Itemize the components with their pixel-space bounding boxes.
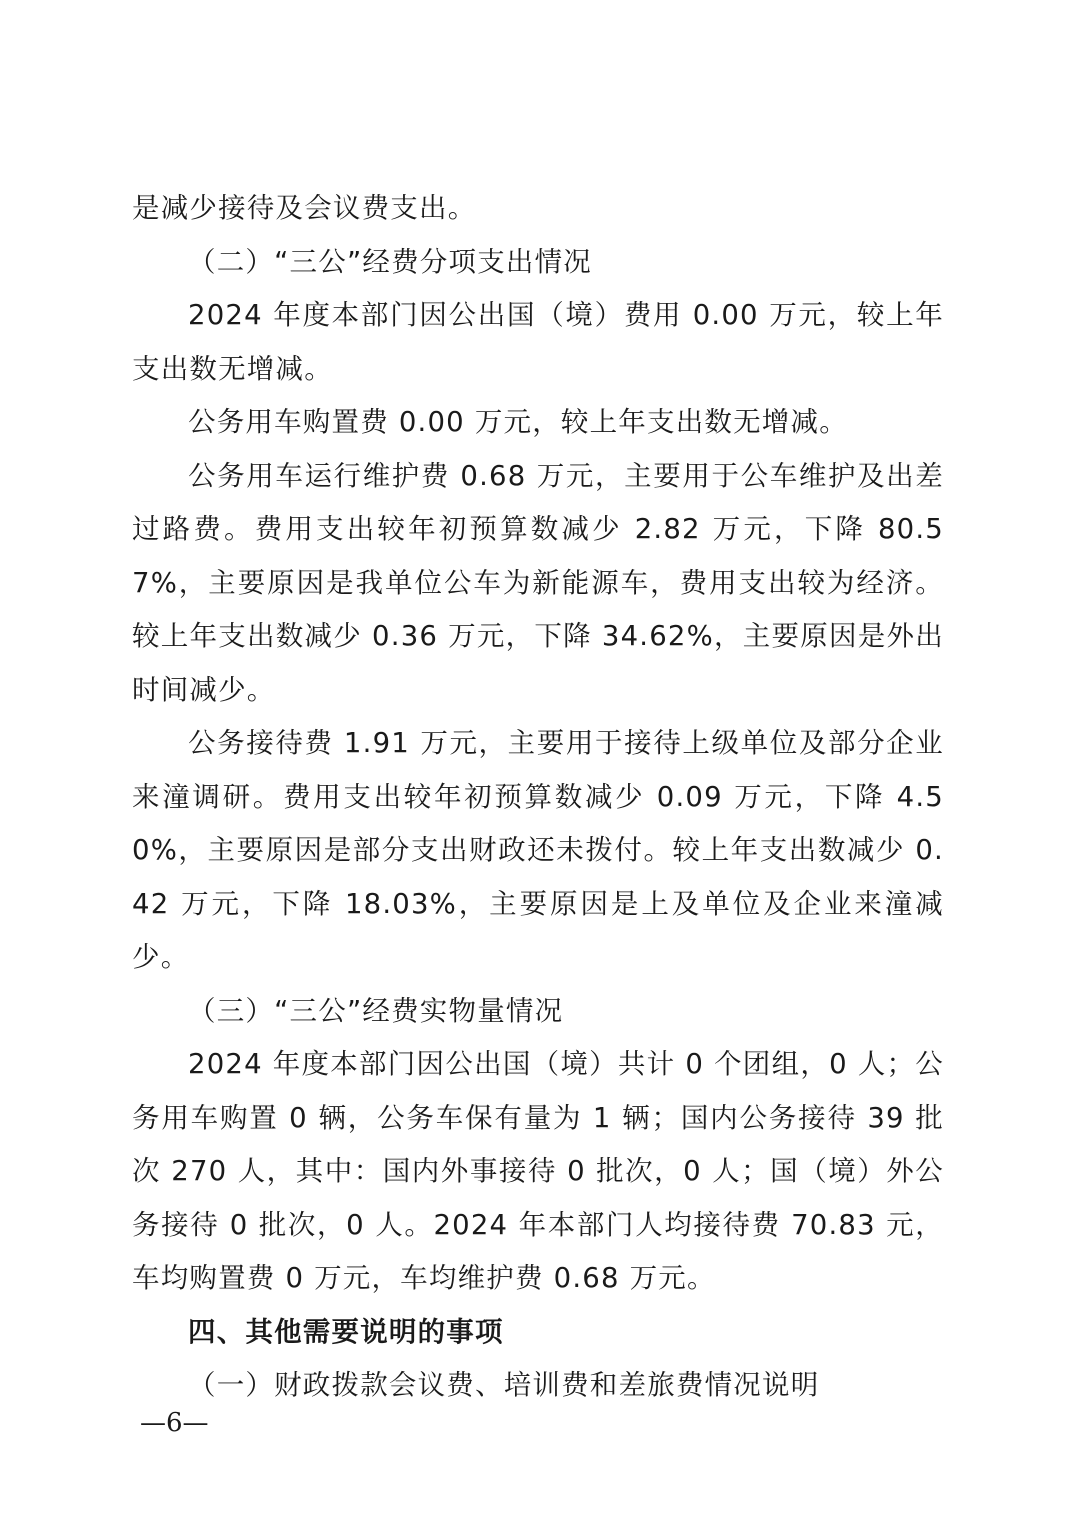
body-paragraph: 2024 年度本部门因公出国（境）费用 0.00 万元，较上年支出数无增减。 [132,299,944,385]
body-paragraph: 公务接待费 1.91 万元，主要用于接待上级单位及部分企业来潼调研。费用支出较年初预算数减少 0.09 万元，下降 4.50%，主要原因是部分支出财政还未拨付。较上年支出数减少 0.42 万元，下降 18.03%，主要原因是上及单位及企业来潼减少。 [132,727,944,973]
body-paragraph: 2024 年度本部门因公出国（境）共计 0 个团组，0 人；公务用车购置 0 辆，公务车保有量为 1 辆；国内公务接待 39 批次 270 人，其中：国内外事接待 0 批次，0 人；国（境）外公务接待 0 批次，0 人。2024 年本部门人均接待费 70.83 元，车均购置费 0 万元，车均维护费 0.68 万元。 [132,1048,944,1294]
body-paragraph: 公务用车购置费 0.00 万元，较上年支出数无增减。 [188,406,848,438]
document-body [132,182,944,1413]
sub-heading-meeting-training-travel: （一）财政拨款会议费、培训费和差旅费情况说明 [188,1369,820,1401]
sub-heading-three-public-itemized: （二）“三公”经费分项支出情况 [188,245,592,278]
body-paragraph: 是减少接待及会议费支出。 [132,192,477,224]
body-paragraph: 公务用车运行维护费 0.68 万元，主要用于公车维护及出差过路费。费用支出较年初预算数减少 2.82 万元，下降 80.57%，主要原因是我单位公车为新能源车，费用支出较为经济。较上年支出数减少 0.36 万元，下降 34.62%，主要原因是外出时间减少。 [132,459,944,706]
sub-heading-three-public-physical: （三）“三公”经费实物量情况 [188,994,564,1027]
page-number: —6— [140,1408,209,1438]
section-heading-other-matters: 四、其他需要说明的事项 [188,1315,504,1348]
